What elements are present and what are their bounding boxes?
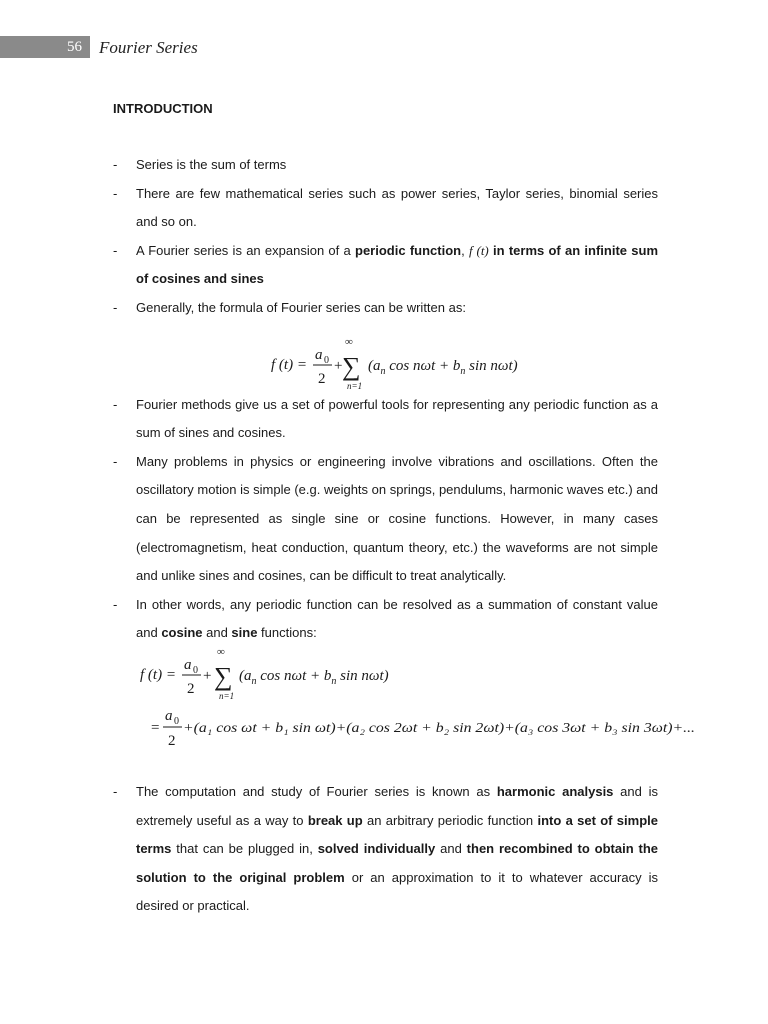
bullet-text: an arbitrary periodic function xyxy=(362,812,538,828)
eq2-body xyxy=(239,668,389,687)
eq2b-a0: a xyxy=(165,707,173,724)
bullet-dash: - xyxy=(113,783,118,799)
bullet-dash: - xyxy=(113,242,118,258)
bullet-dash: - xyxy=(113,185,118,201)
bold-term: into a set of simple terms xyxy=(136,812,658,857)
bullet-text: Generally, the formula of Fourier series can be written as: xyxy=(136,299,466,315)
eq-sigma: ∑ xyxy=(342,351,361,381)
eq-body-3: sin nωt) xyxy=(465,357,518,374)
eq-body-sub2: n xyxy=(460,365,466,377)
eq2-equals: = xyxy=(151,719,160,736)
eq-body-sub1: n xyxy=(380,365,386,377)
eq2-denom: 2 xyxy=(187,680,195,697)
page-header xyxy=(0,36,768,58)
eq-sigma-lower: n=1 xyxy=(347,380,363,391)
eq2-a0: a xyxy=(184,656,192,673)
eq-plus: + xyxy=(334,357,343,374)
list-item xyxy=(113,391,658,448)
bold-term: harmonic analysis xyxy=(496,783,614,799)
bullet-text: and is extremely useful as a way to xyxy=(136,783,658,828)
list-item xyxy=(113,151,658,180)
eq2-body-sub1: n xyxy=(251,675,257,687)
expansion-svg xyxy=(113,645,713,778)
bullet-dash: - xyxy=(113,453,118,469)
bullet-dash: - xyxy=(113,299,118,315)
list-item xyxy=(113,237,658,294)
bold-term: in terms of an infinite sum of cosines and sines xyxy=(136,242,659,287)
eq-sigma-upper: ∞ xyxy=(345,335,353,348)
bullet-text: functions: xyxy=(257,625,317,641)
bullet-text: Many problems in physics or engineering involve vibrations and oscillations. Often the oscillatory motion is simple (e.g. weights on springs, pendulums, harmonic waves etc.) and can be represented as single sine or cosine functions. However, in many cases (electromagnetism, heat conduction, quantum theory, etc.) the waveforms are not simple and unlike sines and cosines, can be difficult to treat analytically. xyxy=(136,453,658,584)
eq-body-1: (a xyxy=(368,357,381,374)
section-heading: INTRODUCTION xyxy=(113,101,213,116)
bullet-text: and xyxy=(202,625,232,641)
eq2-body-2: cos nωt + b xyxy=(256,667,332,684)
eq2-expansion: +(a₁ cos ωt + b₁ sin ωt)+(a₂ cos 2ωt + b₂ sin 2ωt)+(a₃ cos 3ωt + b₃ sin 3ωt)+... xyxy=(183,720,695,736)
eq-lhs: f (t) = xyxy=(271,356,307,373)
running-title: Fourier Series xyxy=(99,38,198,57)
bullet-text: Fourier methods give us a set of powerful tools for representing any periodic function as a sum of sines and cosines. xyxy=(136,396,658,441)
bullet-dash: - xyxy=(113,157,118,172)
bullet-text: or an approximation to it to whatever accuracy is desired or practical. xyxy=(136,869,658,914)
eq-body-2: cos nωt + b xyxy=(385,357,461,374)
bullet-text: The computation and study of Fourier series is known as xyxy=(136,783,497,799)
eq2-sigma-lower: n=1 xyxy=(219,690,235,701)
eq2-plus: + xyxy=(203,667,212,684)
eq-a0-sub: 0 xyxy=(324,354,329,366)
bullet-text: There are few mathematical series such as power series, Taylor series, binomial series and so on. xyxy=(136,185,658,230)
bold-term: periodic function xyxy=(355,242,462,258)
fourier-equation xyxy=(113,323,658,391)
eq2-lhs: f (t) = xyxy=(140,666,176,683)
eq-body xyxy=(368,358,518,377)
bold-term: break up xyxy=(307,812,363,828)
eq2-body-sub2: n xyxy=(331,675,337,687)
eq-denom: 2 xyxy=(318,370,326,387)
equation-svg xyxy=(113,323,658,391)
eq2-a0-sub: 0 xyxy=(193,664,198,676)
bold-term: then recombined to obtain the solution to the original problem xyxy=(136,841,658,885)
bullet-dash: - xyxy=(113,596,118,612)
bullet-text: , xyxy=(461,242,469,258)
eq-a0: a xyxy=(315,346,323,363)
eq2-sigma: ∑ xyxy=(214,661,233,691)
page-number: 56 xyxy=(0,36,90,58)
bullet-text: and xyxy=(435,841,467,857)
eq2-sigma-upper: ∞ xyxy=(217,645,225,658)
bullet-text: In other words, any periodic function can be resolved as a summation of constant value and xyxy=(136,596,658,641)
function-symbol: f (t) xyxy=(468,242,489,258)
eq2b-a0-sub: 0 xyxy=(174,715,179,727)
eq2b-denom: 2 xyxy=(168,732,176,749)
bullet-dash: - xyxy=(113,396,118,412)
bold-term: cosine xyxy=(161,625,203,641)
eq2-body-3: sin nωt) xyxy=(336,667,389,684)
list-item xyxy=(113,180,658,237)
list-item xyxy=(113,294,658,323)
eq2-body-1: (a xyxy=(239,667,252,684)
bullet-text: A Fourier series is an expansion of a xyxy=(136,242,356,258)
bullet-text: Series is the sum of terms xyxy=(136,157,287,172)
list-item xyxy=(113,778,658,921)
bullet-text: that can be plugged in, xyxy=(171,841,318,857)
body-content xyxy=(113,151,695,921)
bold-term: sine xyxy=(231,625,258,641)
list-item xyxy=(113,448,658,591)
bold-term: solved individually xyxy=(317,841,436,857)
fourier-expansion-equation xyxy=(113,645,695,778)
list-item xyxy=(113,591,658,648)
